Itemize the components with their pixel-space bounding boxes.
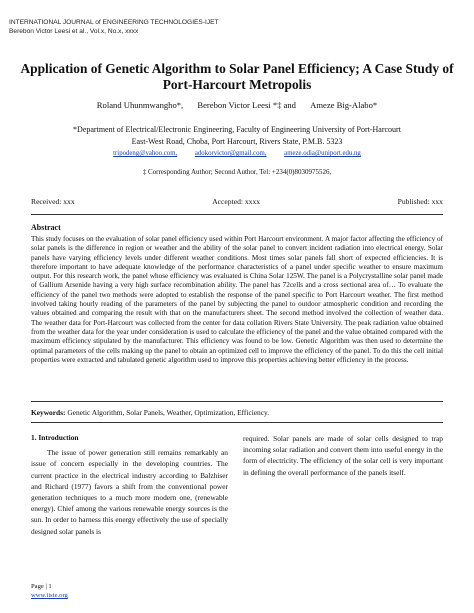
email-link-1[interactable]: tripodeng@yahoo.com,	[113, 150, 178, 157]
author-3: Ameze Big-Alabo*	[310, 100, 378, 110]
intro-heading: 1. Introduction	[31, 433, 79, 442]
page-footer	[31, 582, 68, 600]
journal-header	[9, 18, 219, 36]
intro-paragraph-right: required. Solar panels are made of solar cells designed to trap incoming solar radiation and convert them into useful energy in the form of electricity. The efficiency of the solar cell is very important in defining the overall performance of the panels itself.	[243, 434, 443, 477]
running-head: Berebon Victor Leesi et al., Vol.x, No.x, xxxx	[9, 28, 139, 35]
divider-top	[31, 214, 443, 215]
paper-title: Application of Genetic Algorithm to Solar Panel Efficiency; A Case Study of Port-Harcourt Metropolis	[20, 61, 454, 92]
abstract-body: This study focuses on the evaluation of solar panel efficiency used within Port Harcourt environment. A major factor affecting the efficiency of solar panels is the difference in region or weather and the ability of the solar panel to convert incident radiation into electrical energy. Solar panels have varying efficiency levels under different weather conditions. Most times solar panels fall short of expected efficiencies. It is therefore important to have adequate knowledge of the performance characteristics of a panel under specific weather to ensure maximum output. For this research work, the panel whose efficiency was evaluated is China Solar 125W. The panel is a Polycrystalline solar panel made of Gallium Arsenide having a very high surface recombination ability. The panel has 72cells and a cross sectional area of… To evaluate the efficiency of the panel two methods were adopted to establish the response of the panel specific to Port Harcourt weather. The first method involved taking hourly reading of the parameters of the panel by subjecting the panel to outdoor atmospheric condition and recording the values obtained and comparing the result with that on the manufacturers sheet. The second method involved the collection of weather data. The weather data for Port-Harcourt was collected from the center for data collation Rivers State University. The peak radiation value obtained from the weather data for the year under consideration is used to calculate the efficiency of the panel and the value obtained compared with the maximum efficiency stipulated by the manufacturer. This efficiency was found to be low. Genetic Algorithm was then used to determine the optimal parameters of the cells making up the panel to obtain an optimized cell to improve the efficiency of the panel. To do this the cell initial properties were extracted and tabulated genetic algorithm used to improve this properties achieving better efficiency in the process.	[31, 235, 443, 364]
page-number: Page | 1	[31, 583, 52, 590]
affiliation	[20, 124, 454, 148]
intro-paragraph-left: The issue of power generation still remains remarkably an issue of concern especially in the developing countries. The current practice in the electrical industry according to Balzhiser and Richard (1977) favors a shift from the conventional power generation techniques to a much more modern one, (renewable energy). Chief among the various renewable energy sources is the sun. In order to harness this energy effectively the use of specially designed solar panels is	[31, 448, 228, 536]
author-2: Berebon Victor Leesi *‡ and	[197, 100, 296, 110]
published-date: Published: xxx	[397, 197, 443, 206]
keywords-label: Keywords:	[31, 408, 66, 417]
received-date: Received: xxx	[31, 197, 75, 206]
abstract-heading: Abstract	[31, 223, 61, 232]
corresponding-author-note: ‡ Corresponding Author; Second Author, Tel: +234(0)8030975526,	[142, 168, 332, 176]
footer-url-link[interactable]: www.iiste.org	[31, 592, 68, 599]
intro-left-column	[31, 432, 228, 537]
divider-keywords-top	[31, 401, 443, 402]
affiliation-line-2: East-West Road, Choba, Port Harcourt, Rivers State, P.M.B. 5323	[131, 137, 343, 146]
keywords-text: Genetic Algorithm, Solar Panels, Weather, Optimization, Efficiency.	[65, 408, 270, 417]
email-link-3[interactable]: ameze.odia@uniport.edu.ng	[284, 150, 361, 157]
author-list	[0, 100, 474, 110]
journal-name: INTERNATIONAL JOURNAL of ENGINEERING TECHNOLOGIES-IJET	[9, 19, 219, 26]
submission-dates	[31, 197, 443, 206]
author-emails	[0, 150, 474, 157]
keywords	[31, 408, 443, 417]
divider-keywords-bottom	[31, 422, 443, 423]
accepted-date: Accepted: xxxx	[212, 197, 261, 206]
email-link-2[interactable]: adokorvictor@gmail.com,	[194, 150, 267, 157]
author-1: Roland Uhunmwangho*,	[96, 100, 184, 110]
affiliation-line-1: *Department of Electrical/Electronic Engineering, Faculty of Engineering University of Port-Harcourt	[73, 125, 401, 134]
